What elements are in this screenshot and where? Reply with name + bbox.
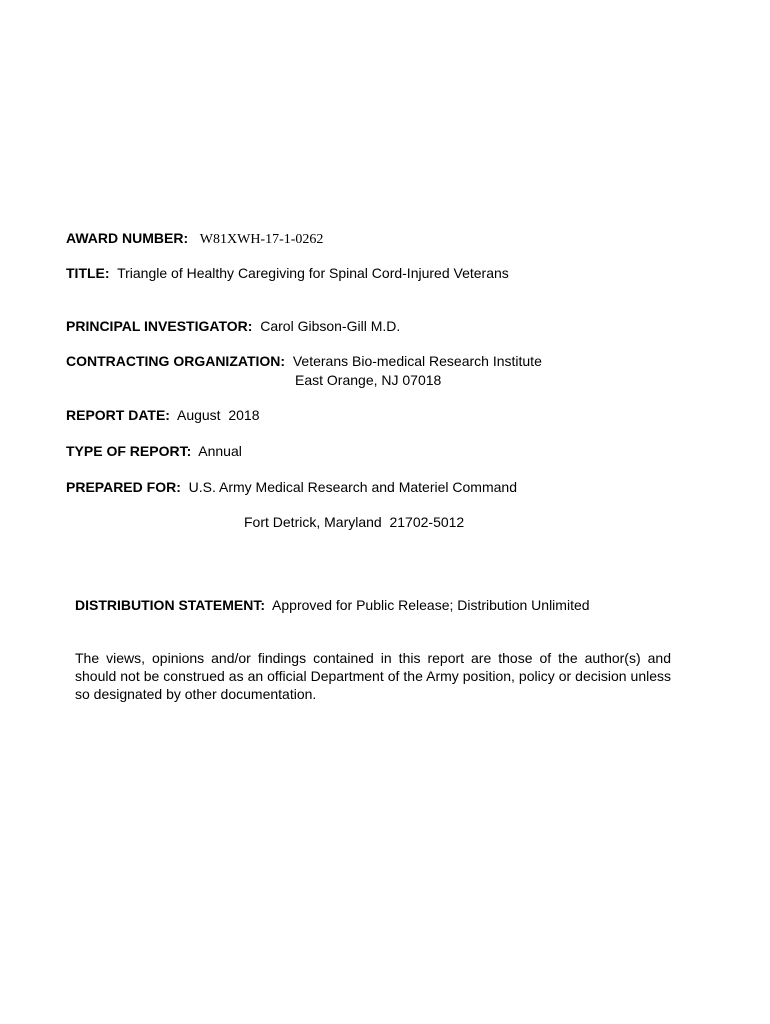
- report-date-label: REPORT DATE:: [66, 407, 170, 423]
- contracting-organization-name: Veterans Bio-medical Research Institute: [292, 353, 542, 369]
- award-number-value: W81XWH-17-1-0262: [199, 232, 324, 247]
- prepared-for-label: PREPARED FOR:: [66, 479, 181, 495]
- report-date-value: August 2018: [176, 407, 260, 423]
- distribution-statement-value: Approved for Public Release; Distribution Unlimited: [272, 597, 590, 613]
- principal-investigator-label: PRINCIPAL INVESTIGATOR:: [66, 318, 253, 334]
- principal-investigator-value: Carol Gibson-Gill M.D.: [260, 318, 401, 334]
- prepared-for-address: Fort Detrick, Maryland 21702-5012: [244, 514, 465, 530]
- title-label: TITLE:: [66, 265, 110, 281]
- prepared-for-name: U.S. Army Medical Research and Materiel Command: [188, 479, 517, 495]
- report-type-row: [66, 442, 242, 460]
- title-value: Triangle of Healthy Caregiving for Spinal Cord-Injured Veterans: [117, 265, 509, 281]
- contracting-organization-row: [66, 352, 542, 370]
- distribution-statement-label: DISTRIBUTION STATEMENT:: [75, 597, 266, 613]
- report-date-row: [66, 406, 260, 424]
- award-number-label: AWARD NUMBER:: [66, 230, 189, 246]
- disclaimer-paragraph: The views, opinions and/or findings contained in this report are those of the author(s) and should not be construed as an official Department of the Army position, policy or decision unless so designated by other documentation.: [75, 650, 671, 702]
- title-row: [66, 264, 509, 282]
- report-type-label: TYPE OF REPORT:: [66, 443, 192, 459]
- report-type-value: Annual: [198, 443, 242, 459]
- distribution-statement-row: [75, 596, 590, 614]
- award-number-row: [66, 229, 323, 249]
- prepared-for-row: [66, 478, 517, 496]
- contracting-organization-label: CONTRACTING ORGANIZATION:: [66, 353, 286, 369]
- contracting-organization-address: East Orange, NJ 07018: [295, 372, 442, 388]
- principal-investigator-row: [66, 317, 400, 335]
